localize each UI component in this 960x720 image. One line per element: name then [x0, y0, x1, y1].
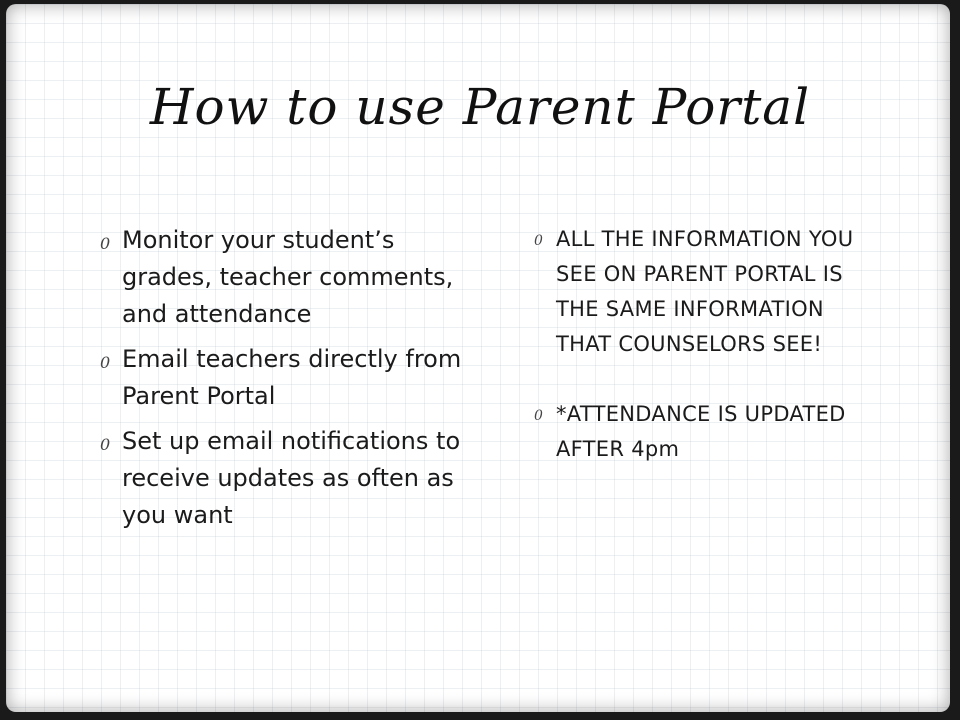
list-item [534, 222, 876, 362]
list-item-text: Set up email notifications to receive updates as often as you want [122, 427, 461, 529]
bullet-marker: 0 [100, 353, 111, 372]
list-item-text: ALL THE INFORMATION YOU SEE ON PARENT PORTAL IS THE SAME INFORMATION THAT COUNSELORS SEE! [556, 227, 854, 356]
slide-title: How to use Parent Portal [149, 78, 811, 136]
right-bullet-list [534, 222, 876, 502]
list-item-text: Email teachers directly from Parent Portal [122, 345, 462, 410]
list-item-text: *ATTENDANCE IS UPDATED AFTER 4pm [556, 402, 846, 461]
left-bullet-list [100, 222, 462, 542]
list-item [100, 423, 462, 534]
bullet-marker: 0 [534, 233, 544, 249]
bullet-marker: 0 [100, 234, 111, 253]
bullet-marker: 0 [534, 408, 544, 424]
list-item [100, 222, 462, 333]
list-item [100, 341, 462, 415]
list-item-text: Monitor your student’s grades, teacher comments, and attendance [122, 226, 454, 328]
bullet-marker: 0 [100, 435, 111, 454]
list-item [534, 397, 876, 467]
